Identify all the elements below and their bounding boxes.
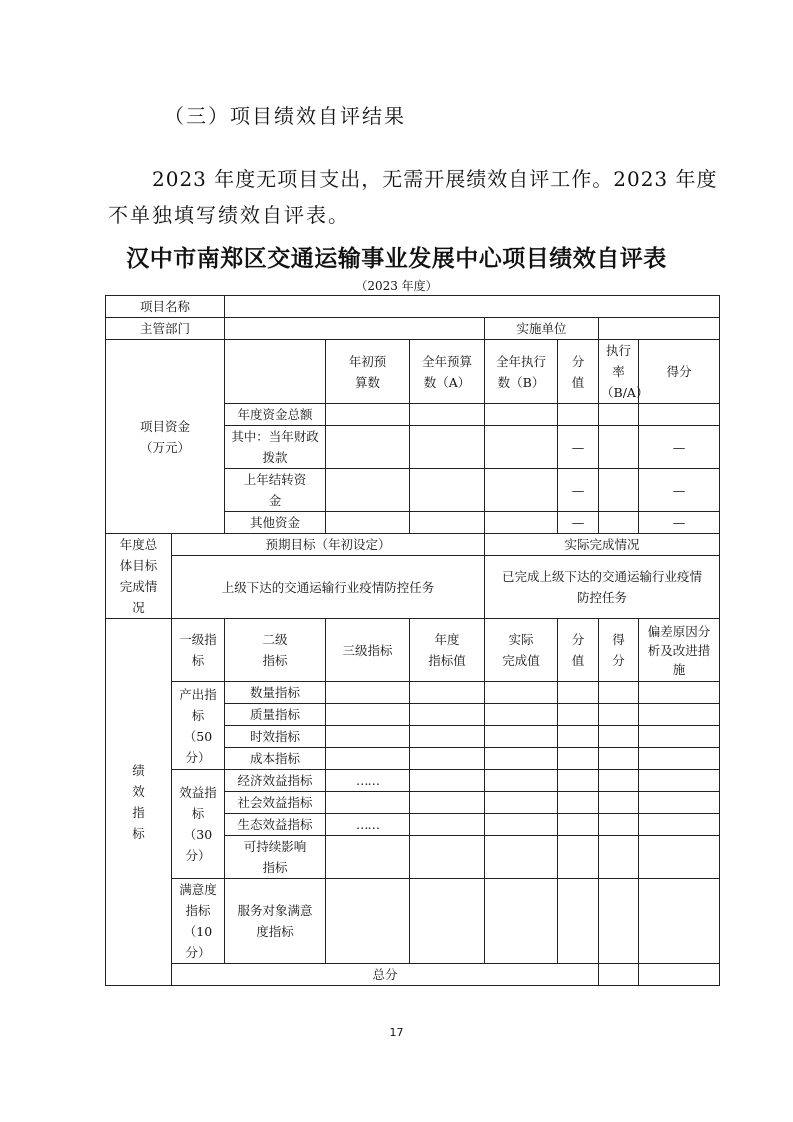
- dash-cell: —: [639, 469, 720, 512]
- total-score-label: 总分: [172, 964, 599, 986]
- perf-head-level3: 三级指标: [326, 619, 410, 682]
- paragraph-line-2: 不单独填写绩效自评表。: [108, 203, 350, 227]
- col-score-value: 分 值: [558, 340, 599, 404]
- perf-head-reason: 偏差原因分 析及改进措 施: [639, 619, 720, 682]
- dash-cell: —: [558, 469, 599, 512]
- col-budget-full: 全年预算 数（A）: [410, 340, 485, 404]
- performance-indicator-label: 绩 效 指 标: [106, 619, 172, 986]
- output-item-cost: 成本指标: [225, 748, 326, 770]
- benefit-indicator-group: 效益指 标 （30 分）: [172, 770, 225, 879]
- dept-label: 主管部门: [106, 318, 225, 340]
- project-name-label: 项目名称: [106, 296, 225, 318]
- satisfaction-item-service: 服务对象满意 度指标: [225, 879, 326, 964]
- output-item-quantity: 数量指标: [225, 682, 326, 704]
- goal-expected-text: 上级下达的交通运输行业疫情防控任务: [172, 556, 485, 619]
- row-carryover-funds: 上年结转资 金: [225, 469, 326, 512]
- dash-cell: —: [639, 426, 720, 469]
- impl-unit-value: [599, 318, 720, 340]
- funds-label: 项目资金 （万元）: [106, 340, 225, 534]
- dept-value: [225, 318, 485, 340]
- dash-cell: —: [639, 512, 720, 534]
- project-name-value: [225, 296, 720, 318]
- annual-goal-label: 年度总 体目标 完成情 况: [106, 534, 172, 619]
- perf-head-target: 年度 指标值: [410, 619, 485, 682]
- output-item-timeliness: 时效指标: [225, 726, 326, 748]
- goal-expected-header: 预期目标（年初设定）: [172, 534, 485, 556]
- row-fiscal-funds: 其中：当年财政拨款: [225, 426, 326, 469]
- satisfaction-indicator-group: 满意度 指标 （10 分）: [172, 879, 225, 964]
- perf-head-actual: 实际 完成值: [485, 619, 558, 682]
- funds-header-blank: [225, 340, 326, 404]
- paragraph-line-1: 2023 年度无项目支出，无需开展绩效自评工作。2023 年度: [152, 167, 718, 191]
- col-exec-rate: 执行率 （B/A）: [599, 340, 639, 404]
- perf-head-score-got: 得 分: [599, 619, 639, 682]
- perf-head-score-value: 分 值: [558, 619, 599, 682]
- col-score-got: 得分: [639, 340, 720, 404]
- page-number: 17: [389, 1026, 404, 1039]
- goal-actual-header: 实际完成情况: [485, 534, 720, 556]
- perf-head-level1: 一级指 标: [172, 619, 225, 682]
- output-item-quality: 质量指标: [225, 704, 326, 726]
- benefit-item-ecological: 生态效益指标: [225, 814, 326, 836]
- perf-head-level2: 二级 指标: [225, 619, 326, 682]
- col-budget-initial: 年初预 算数: [326, 340, 410, 404]
- benefit-item-economic: 经济效益指标: [225, 770, 326, 792]
- dash-cell: —: [558, 512, 599, 534]
- output-indicator-group: 产出指 标 （50 分）: [172, 682, 225, 770]
- goal-actual-text: 已完成上级下达的交通运输行业疫情 防控任务: [485, 556, 720, 619]
- ellipsis-cell: ……: [326, 770, 410, 792]
- ellipsis-cell: ……: [326, 814, 410, 836]
- benefit-item-social: 社会效益指标: [225, 792, 326, 814]
- benefit-item-sustainable: 可持续影响 指标: [225, 836, 326, 879]
- performance-evaluation-table: [105, 295, 720, 986]
- impl-unit-label: 实施单位: [485, 318, 599, 340]
- section-title: （三）项目绩效自评结果: [164, 104, 406, 128]
- row-total-funds: 年度资金总额: [225, 404, 326, 426]
- table-title: 汉中市南郑区交通运输事业发展中心项目绩效自评表: [126, 246, 667, 272]
- row-other-funds: 其他资金: [225, 512, 326, 534]
- dash-cell: —: [558, 426, 599, 469]
- col-exec-full: 全年执行 数（B）: [485, 340, 558, 404]
- year-note: （2023 年度）: [355, 279, 438, 293]
